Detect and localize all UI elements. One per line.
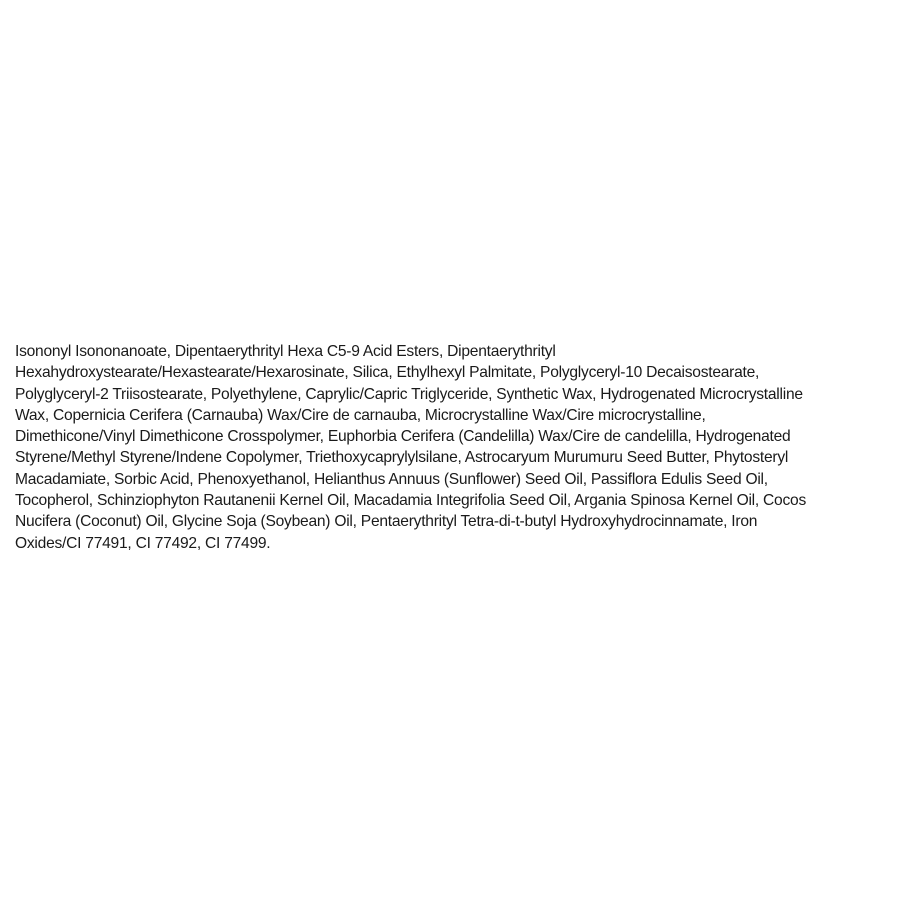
ingredients-line: Polyglyceryl-2 Triisostearate, Polyethylene, Caprylic/Capric Triglyceride, Synthetic Wax, Hydrogenated Microcrystalline <box>15 385 803 403</box>
ingredients-line: Nucifera (Coconut) Oil, Glycine Soja (Soybean) Oil, Pentaerythrityl Tetra-di-t-butyl Hydroxyhydrocinnamate, Iron <box>15 513 758 531</box>
ingredients-line: Tocopherol, Schinziophyton Rautanenii Kernel Oil, Macadamia Integrifolia Seed Oil, Argania Spinosa Kernel Oil, Cocos <box>15 492 806 510</box>
ingredients-list <box>15 341 887 554</box>
ingredients-line: Oxides/CI 77491, CI 77492, CI 77499. <box>15 534 271 552</box>
ingredients-line: Macadamiate, Sorbic Acid, Phenoxyethanol, Helianthus Annuus (Sunflower) Seed Oil, Passiflora Edulis Seed Oil, <box>15 470 768 488</box>
ingredients-line: Isononyl Isononanoate, Dipentaerythrityl Hexa C5-9 Acid Esters, Dipentaerythrityl <box>15 343 556 360</box>
ingredients-line: Hexahydroxystearate/Hexastearate/Hexarosinate, Silica, Ethylhexyl Palmitate, Polyglyceryl-10 Decaisostearate, <box>15 364 760 382</box>
ingredients-line: Styrene/Methyl Styrene/Indene Copolymer, Triethoxycaprylylsilane, Astrocaryum Murumuru Seed Butter, Phytosteryl <box>15 449 789 467</box>
ingredients-line: Wax, Copernicia Cerifera (Carnauba) Wax/Cire de carnauba, Microcrystalline Wax/Cire microcrystalline, <box>15 406 706 424</box>
ingredients-line: Dimethicone/Vinyl Dimethicone Crosspolymer, Euphorbia Cerifera (Candelilla) Wax/Cire de candelilla, Hydrogenated <box>15 428 791 446</box>
